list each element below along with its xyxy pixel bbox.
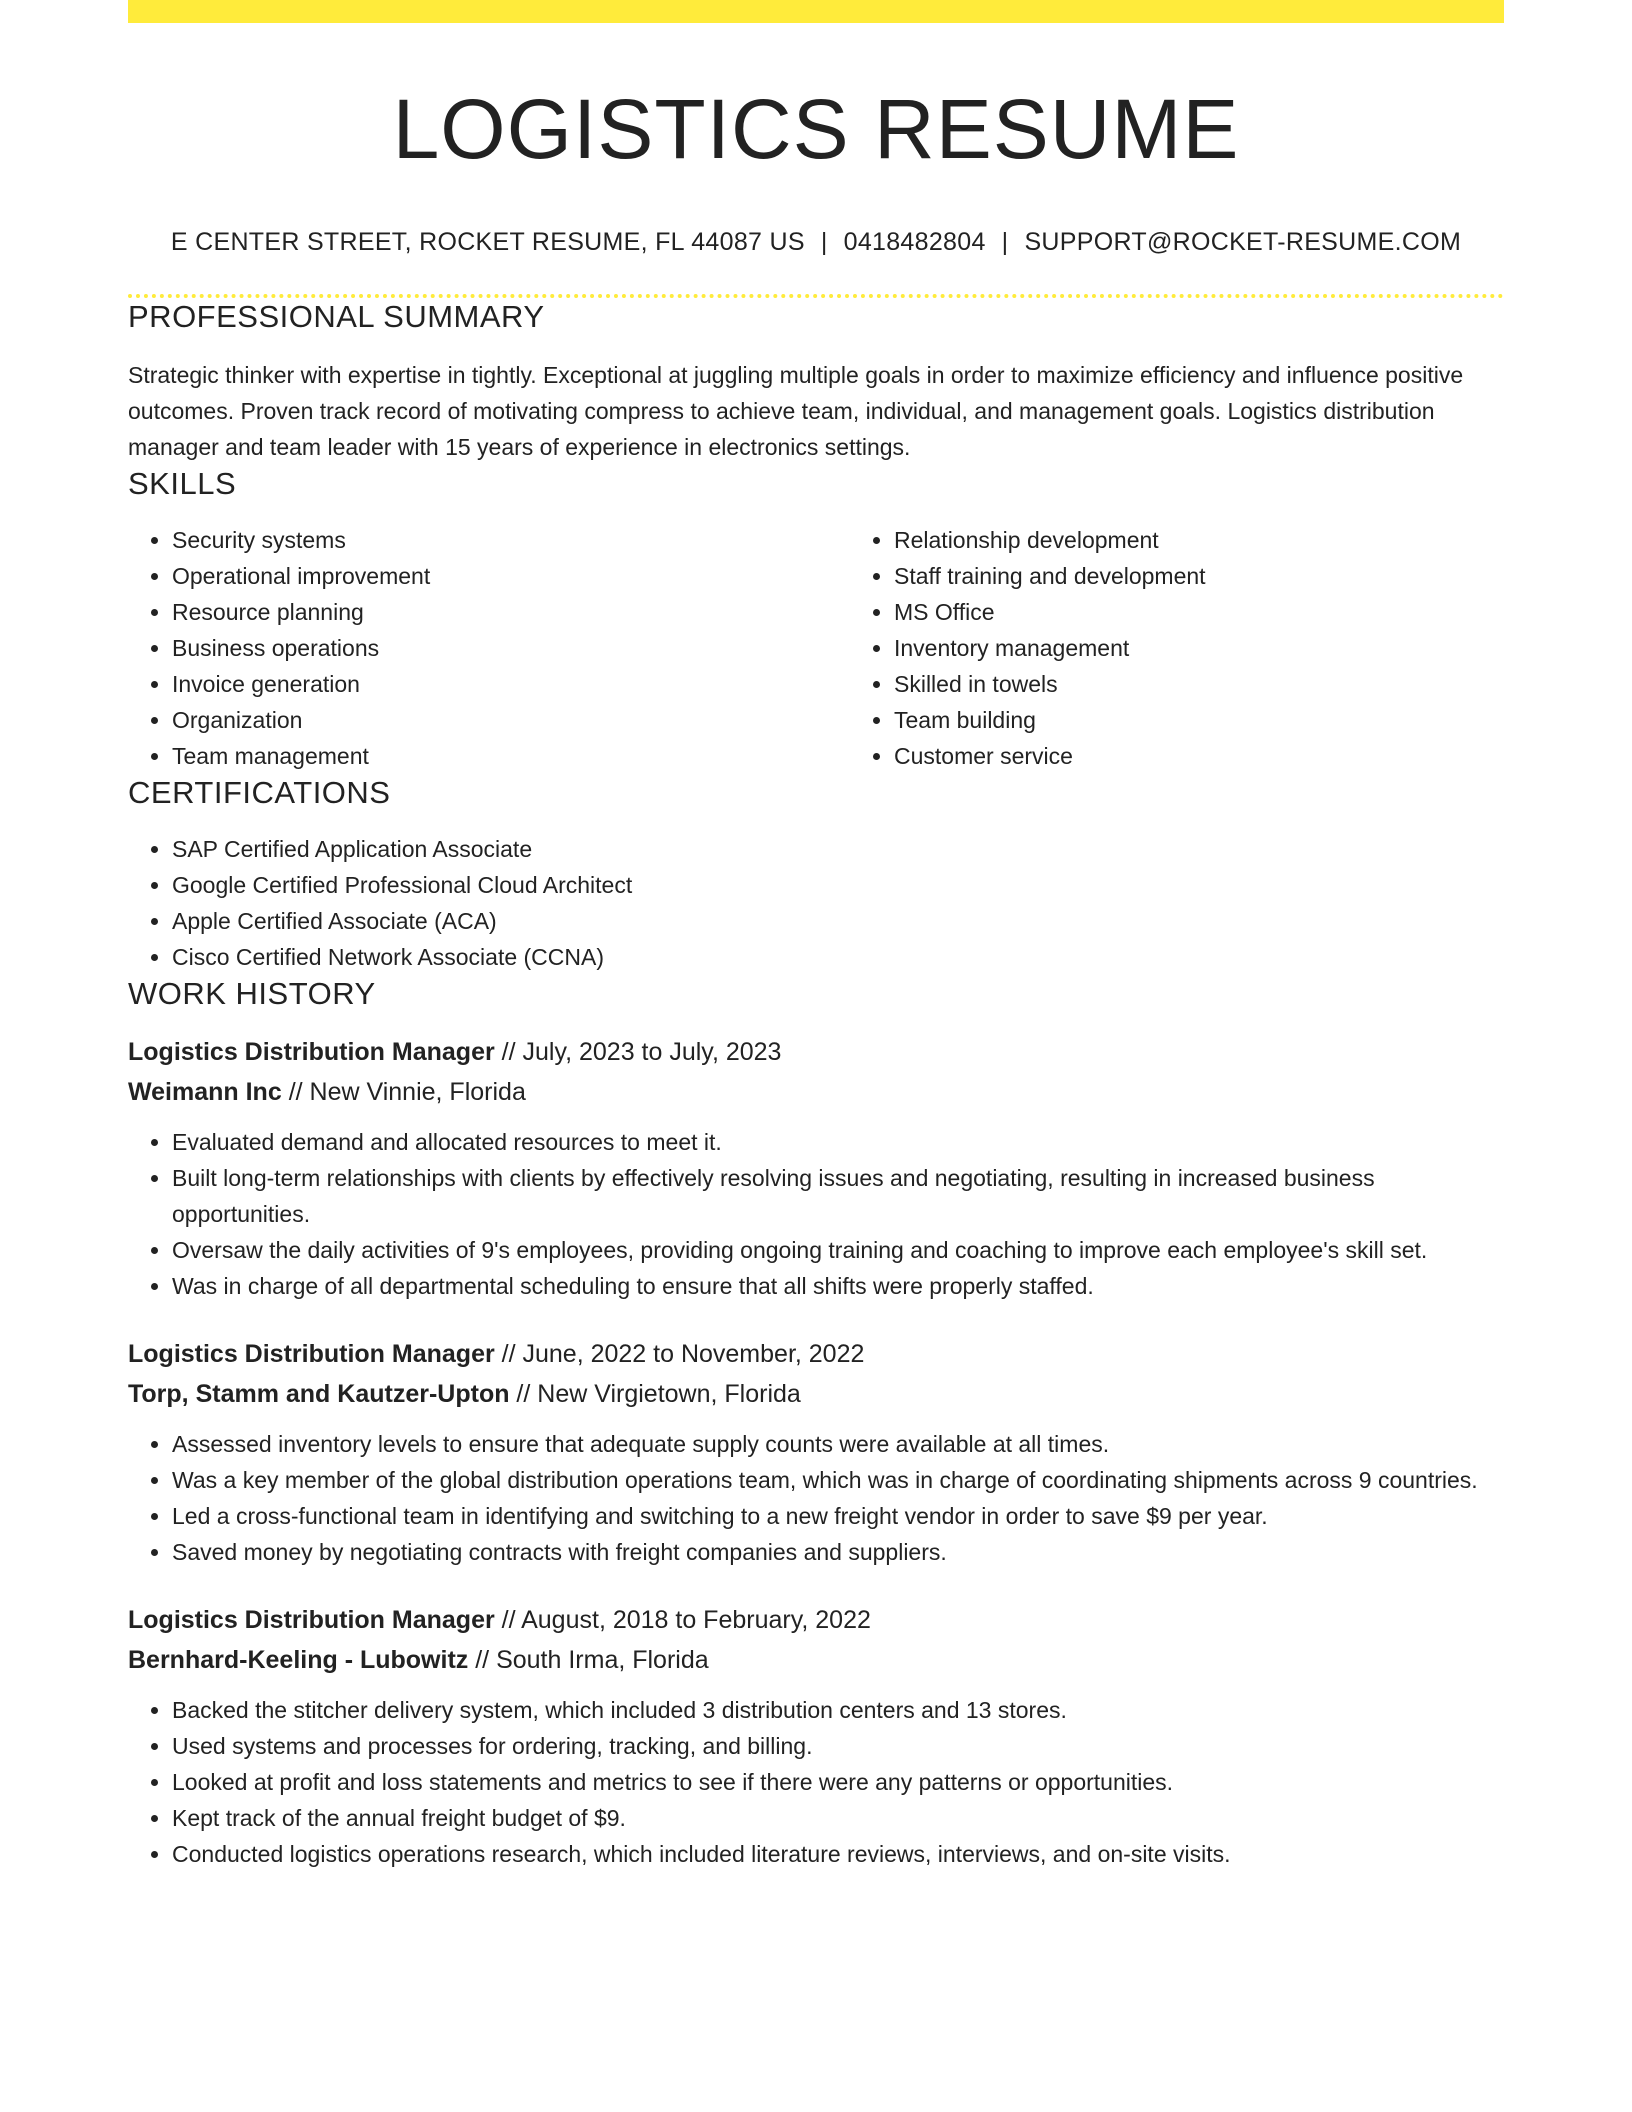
job-bullets xyxy=(128,1692,1504,1872)
job-dates: // August, 2018 to February, 2022 xyxy=(494,1606,871,1635)
summary-text: Strategic thinker with expertise in tightly. Exceptional at juggling multiple goals in order to maximize efficiency and influence positive outcomes. Proven track record of motivating compress to achieve team, individual, and management goals. Logistics distribution manager and team leader with 15 years of experience in electronics settings. xyxy=(128,361,1464,460)
job-role: Logistics Distribution Manager xyxy=(128,1340,495,1369)
job-title-line xyxy=(128,1032,1504,1072)
job-bullets xyxy=(128,1426,1504,1570)
job-role: Logistics Distribution Manager xyxy=(128,1606,495,1635)
contact-separator: | xyxy=(820,228,828,257)
job-location: // New Virgietown, Florida xyxy=(509,1380,801,1409)
skill-item: • MS Office xyxy=(894,594,1572,630)
top-accent-bar xyxy=(128,0,1504,23)
contact-address: E CENTER STREET, ROCKET RESUME, FL 44087 US xyxy=(170,228,805,257)
job-entry xyxy=(128,1334,1504,1570)
job-bullet: • Was in charge of all departmental scheduling to ensure that all shifts were properly staffed. xyxy=(172,1268,1504,1304)
certifications-list xyxy=(128,831,1504,975)
job-dates: // July, 2023 to July, 2023 xyxy=(494,1038,782,1067)
job-company-line xyxy=(128,1072,1504,1112)
job-bullet: • Used systems and processes for ordering, tracking, and billing. xyxy=(172,1728,1504,1764)
skill-item: • Organization xyxy=(172,702,850,738)
skill-item: • Operational improvement xyxy=(172,558,850,594)
job-company-line xyxy=(128,1640,1504,1680)
job-bullet: • Conducted logistics operations research, which included literature reviews, interviews, and on-site visits. xyxy=(172,1836,1504,1872)
job-dates: // June, 2022 to November, 2022 xyxy=(494,1340,865,1369)
skill-item: • Business operations xyxy=(172,630,850,666)
certification-item: • Apple Certified Associate (ACA) xyxy=(172,903,1504,939)
skill-item: • Inventory management xyxy=(894,630,1572,666)
contact-phone[interactable]: 0418482804 xyxy=(843,228,986,257)
skill-item: • Resource planning xyxy=(172,594,850,630)
skills-heading: SKILLS xyxy=(128,465,237,501)
job-location: // New Vinnie, Florida xyxy=(281,1078,526,1107)
summary-heading: PROFESSIONAL SUMMARY xyxy=(128,299,545,335)
job-title-line xyxy=(128,1600,1504,1640)
job-location: // South Irma, Florida xyxy=(468,1646,709,1675)
skills-columns xyxy=(128,522,1504,774)
skills-list-right xyxy=(850,522,1572,774)
job-bullet: • Saved money by negotiating contracts with freight companies and suppliers. xyxy=(172,1534,1504,1570)
skill-item: • Relationship development xyxy=(894,522,1572,558)
job-bullet: • Kept track of the annual freight budget of $9. xyxy=(172,1800,1504,1836)
job-bullet: • Evaluated demand and allocated resources to meet it. xyxy=(172,1124,1504,1160)
skill-item: • Invoice generation xyxy=(172,666,850,702)
contact-email[interactable]: SUPPORT@ROCKET-RESUME.COM xyxy=(1024,228,1462,257)
resume-page xyxy=(128,0,1504,1872)
skill-item: • Staff training and development xyxy=(894,558,1572,594)
job-bullet: • Assessed inventory levels to ensure that adequate supply counts were available at all times. xyxy=(172,1426,1504,1462)
job-bullet: • Looked at profit and loss statements and metrics to see if there were any patterns or opportunities. xyxy=(172,1764,1504,1800)
job-bullet: • Oversaw the daily activities of 9's employees, providing ongoing training and coaching to improve each employee's skill set. xyxy=(172,1232,1504,1268)
job-bullet: • Was a key member of the global distribution operations team, which was in charge of coordinating shipments across 9 countries. xyxy=(172,1462,1504,1498)
job-company: Weimann Inc xyxy=(128,1078,282,1107)
certification-item: • SAP Certified Application Associate xyxy=(172,831,1504,867)
skills-list-left xyxy=(128,522,850,774)
job-bullet: • Built long-term relationships with clients by effectively resolving issues and negotiating, resulting in increased business opportunities. xyxy=(172,1160,1504,1232)
resume-name: LOGISTICS RESUME xyxy=(392,82,1240,176)
job-bullets xyxy=(128,1124,1504,1304)
job-entry xyxy=(128,1032,1504,1304)
contact-separator: | xyxy=(1001,228,1009,257)
skill-item: • Security systems xyxy=(172,522,850,558)
work-history-heading: WORK HISTORY xyxy=(128,975,376,1011)
contact-line xyxy=(128,227,1504,257)
job-bullet: • Led a cross-functional team in identifying and switching to a new freight vendor in order to save $9 per year. xyxy=(172,1498,1504,1534)
skill-item: • Customer service xyxy=(894,738,1572,774)
certification-item: • Google Certified Professional Cloud Architect xyxy=(172,867,1504,903)
skill-item: • Team management xyxy=(172,738,850,774)
certification-item: • Cisco Certified Network Associate (CCNA) xyxy=(172,939,1504,975)
job-company-line xyxy=(128,1374,1504,1414)
job-entry xyxy=(128,1600,1504,1872)
job-company: Bernhard-Keeling - Lubowitz xyxy=(128,1646,469,1675)
certifications-heading: CERTIFICATIONS xyxy=(128,774,391,810)
job-company: Torp, Stamm and Kautzer-Upton xyxy=(128,1380,510,1409)
job-title-line xyxy=(128,1334,1504,1374)
job-role: Logistics Distribution Manager xyxy=(128,1038,495,1067)
skill-item: • Skilled in towels xyxy=(894,666,1572,702)
job-bullet: • Backed the stitcher delivery system, which included 3 distribution centers and 13 stores. xyxy=(172,1692,1504,1728)
skill-item: • Team building xyxy=(894,702,1572,738)
